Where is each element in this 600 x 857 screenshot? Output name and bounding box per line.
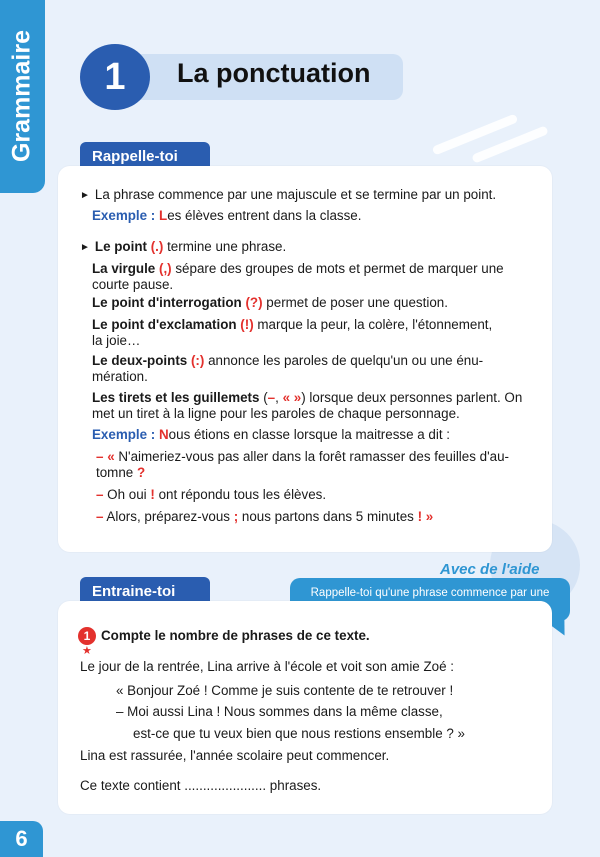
rule-tirets: Les tirets et les guillemets (–, « ») lorsque deux personnes parlent. On met un tiret à la ligne pour les paroles de chaque personnage. [92, 390, 523, 421]
help-bubble: Rappelle-toi qu'une phrase commence par une [290, 578, 570, 621]
dialogue-line-1: – « N'aimeriez-vous pas aller dans la forêt ramasser des feuilles d'au- tomne ? [96, 449, 509, 480]
answer-blank[interactable]: ...................... [184, 778, 267, 793]
exercise-text-line: Le jour de la rentrée, Lina arrive à l'école et voit son amie Zoé : [80, 659, 454, 674]
rappelle-tab: Rappelle-toi [80, 142, 210, 171]
rule-deux-points: Le deux-points (:) annonce les paroles de quelqu'un ou une énu- mération. [92, 353, 484, 384]
dialogue-line-3: – Alors, préparez-vous ; nous partons dans 5 minutes ! » [96, 509, 434, 524]
section-side-tab [0, 0, 45, 193]
page-number: 6 [0, 821, 43, 857]
exercise-text-line: est-ce que tu veux bien que nous restions ensemble ? » [133, 726, 466, 741]
lesson-number: 1 [80, 44, 150, 110]
dialogue-line-2: – Oh oui ! ont répondu tous les élèves. [96, 487, 327, 502]
answer-line: Ce texte contient ...................... phrases. [80, 778, 322, 793]
exercise-number: 1 [78, 627, 96, 645]
rule-point: ► Le point (.) termine une phrase. [80, 239, 287, 254]
section-label: Grammaire [7, 29, 36, 163]
exercise-text-line: Lina est rassurée, l'année scolaire peut commencer. [80, 748, 390, 763]
exercise-instruction: Compte le nombre de phrases de ce texte. [101, 628, 370, 643]
exercise-text-line: – Moi aussi Lina ! Nous sommes dans la même classe, [116, 704, 443, 719]
page-title: La ponctuation [177, 58, 371, 88]
rule-exclamation: Le point d'exclamation (!) marque la peur, la colère, l'étonnement, la joie… [92, 317, 493, 348]
rule-virgule: La virgule (,) sépare des groupes de mots et permet de marquer une courte pause. [92, 261, 504, 292]
arrow-icon: ► [80, 242, 90, 253]
help-title: Avec de l'aide [440, 561, 540, 578]
rule-interrogation: Le point d'interrogation (?) permet de poser une question. [92, 295, 448, 310]
example-2: Exemple : Nous étions en classe lorsque la maitresse a dit : [92, 427, 451, 442]
arrow-icon: ► [80, 190, 90, 201]
exercise-text-line: « Bonjour Zoé ! Comme je suis contente de te retrouver ! [116, 683, 454, 698]
difficulty-star-icon: ★ [82, 645, 92, 657]
example-1: Exemple : Les élèves entrent dans la classe. [92, 208, 362, 223]
entraine-tab: Entraine-toi [80, 577, 210, 606]
rule-intro: ► La phrase commence par une majuscule et se termine par un point. [80, 187, 497, 202]
